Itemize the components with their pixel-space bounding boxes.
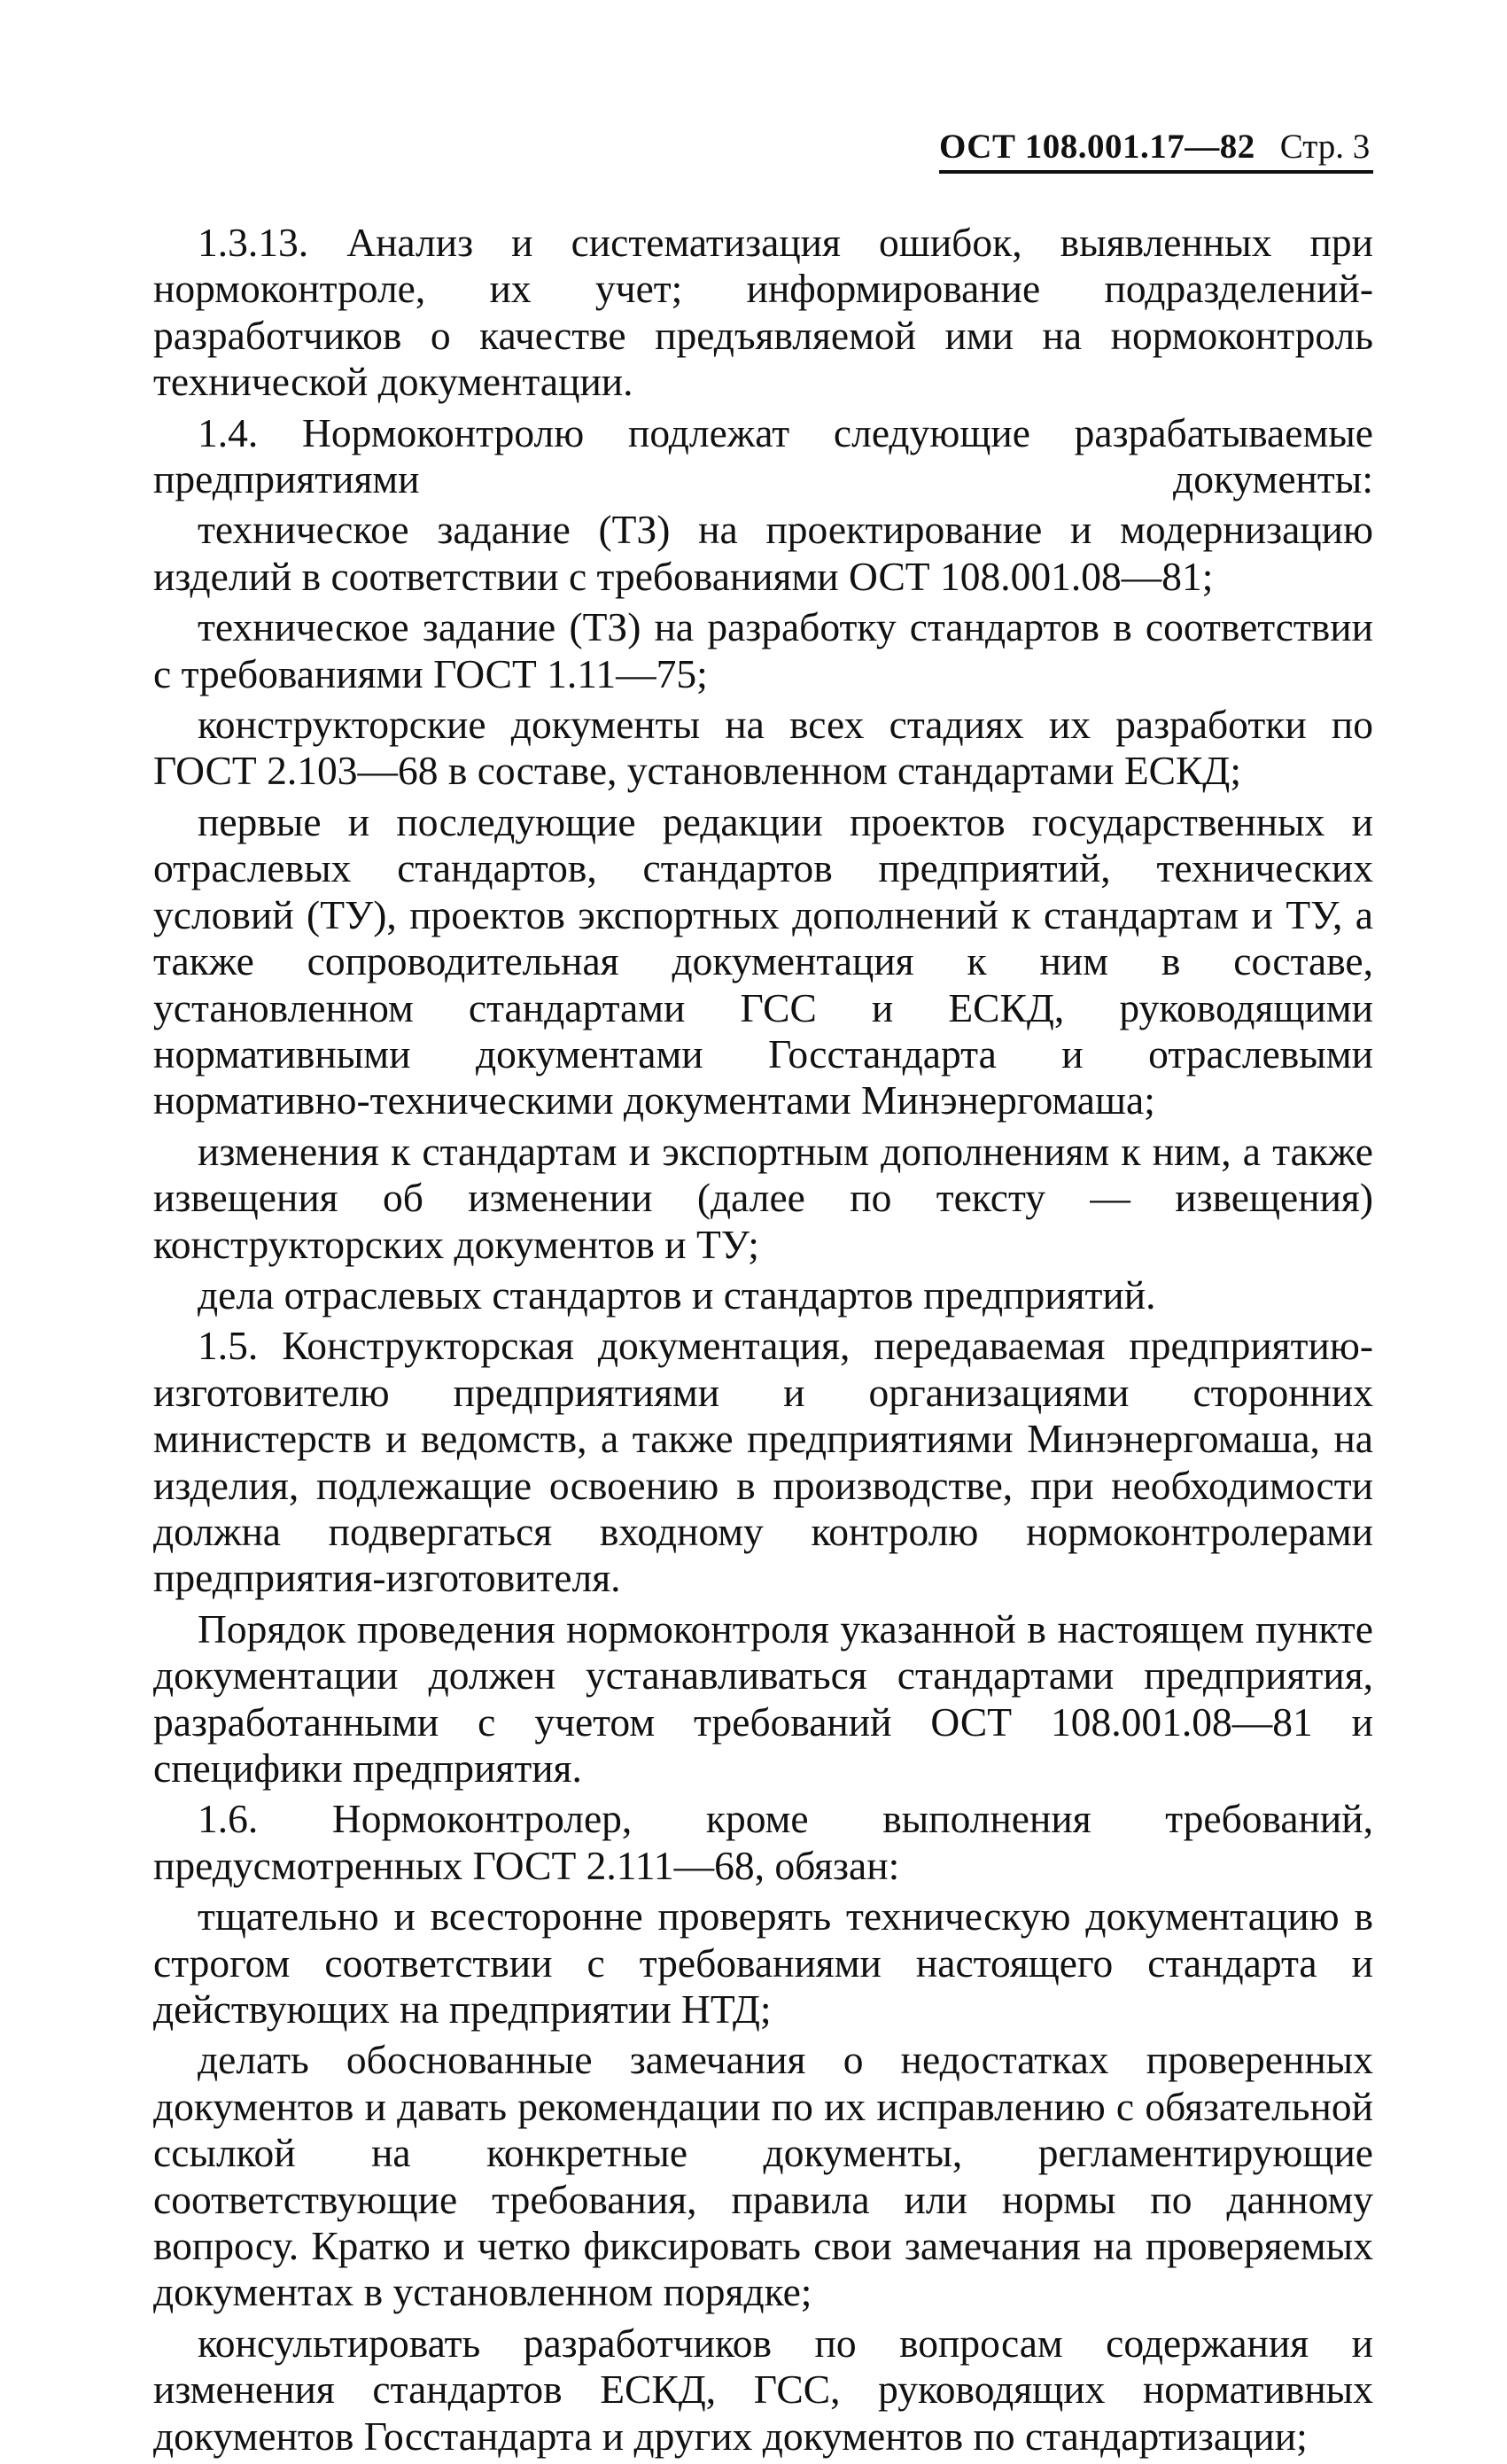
- list-item-standards-files: дела отраслевых стандартов и стандартов предприятий.: [198, 1271, 1156, 1318]
- body-text: [153, 220, 1373, 2464]
- duty-make-remarks: делать обоснованные замечания о недостатках проверенных документов и давать рекомендации по их исправлению с обязательной ссылкой на конкретные документы, регламентирующие соответствующие требования, правила или нормы по данному вопросу. Кратко и четко фиксировать свои замечания на проверяемых документах в установленном порядке;: [153, 2037, 1373, 2315]
- duty-consult-developers: консультировать разработчиков по вопросам содержания и изменения стандартов ЕСКД, ГСС, руководящих нормативных документов Госстандарта и других документов по стандартизации;: [153, 2320, 1373, 2459]
- paragraph-1-4: 1.4. Нормоконтролю подлежат следующие разрабатываемые предприятиями документы:: [153, 409, 1373, 502]
- list-item-tz-standards: техническое задание (ТЗ) на разработку стандартов в соответствии с требованиями ГОСТ 1.11—75;: [153, 604, 1373, 696]
- running-header: [939, 126, 1373, 174]
- list-item-changes: изменения к стандартам и экспортным дополнениям к ним, а также извещения об изменении (далее по тексту — извещения) конструкторских документов и ТУ;: [153, 1128, 1373, 1267]
- standard-code: ОСТ 108.001.17—82: [939, 128, 1255, 166]
- list-item-design-documents: конструкторские документы на всех стадиях их разработки по ГОСТ 2.103—68 в составе, установленном стандартами ЕСКД;: [153, 702, 1373, 794]
- paragraph-procedure: Порядок проведения нормоконтроля указанной в настоящем пункте документации должен устанавливаться стандартами предприятия, разработанными с учетом требований ОСТ 108.001.08—81 и специфики предприятия.: [153, 1605, 1373, 1791]
- duty-check-documentation: тщательно и всесторонне проверять техническую документацию в строгом соответствии с требованиями настоящего стандарта и действующих на предприятии НТД;: [153, 1893, 1373, 2033]
- paragraph-1-5: 1.5. Конструкторская документация, передаваемая предприятию-изготовителю предприятиями и организациями сторонних министерств и ведомств, а также предприятиями Минэнергомаша, на изделия, подлежащие освоению в производстве, при необходимости должна подвергаться входному контролю нормоконтролерами предприятия-изготовителя.: [153, 1323, 1373, 1601]
- paragraph-1-6: 1.6. Нормоконтролер, кроме выполнения требований, предусмотренных ГОСТ 2.111—68, обязан:: [153, 1796, 1373, 1888]
- paragraph-1-3-13: 1.3.13. Анализ и систематизация ошибок, выявленных при нормоконтроле, их учет; информирование подразделений-разработчиков о качестве предъявляемой ими на нормоконтроль технической документации.: [153, 220, 1373, 405]
- page-number: Стр. 3: [1279, 128, 1371, 166]
- list-item-tz-design: техническое задание (ТЗ) на проектирование и модернизацию изделий в соответствии с требованиями ОСТ 108.001.08—81;: [153, 507, 1373, 599]
- list-item-draft-standards: первые и последующие редакции проектов государственных и отраслевых стандартов, стандартов предприятий, технических условий (ТУ), проектов экспортных дополнений к стандартам и ТУ, а также сопроводительная документация к ним в составе, установленном стандартами ГСС и ЕСКД, руководящими нормативными документами Госстандарта и отраслевыми нормативно-техническими документами Минэнергомаша;: [153, 798, 1373, 1123]
